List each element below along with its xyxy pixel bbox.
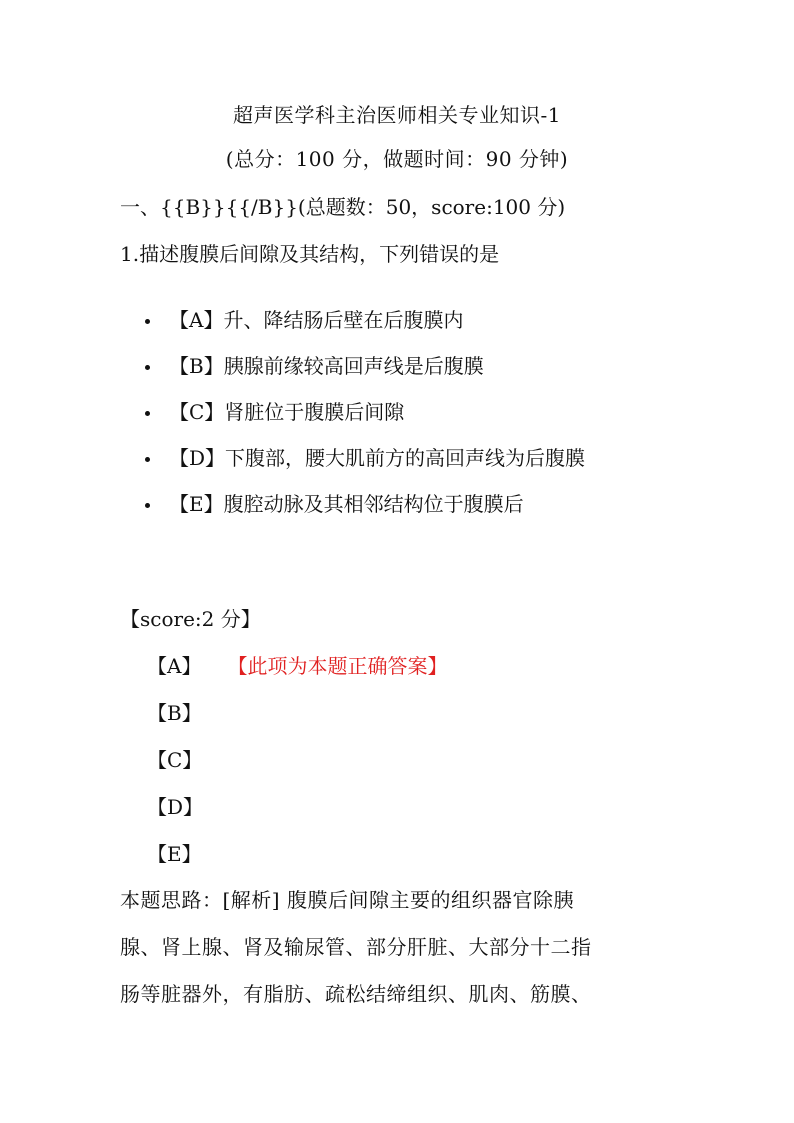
section-heading: 一、{{B}}{{/B}}(总题数：50，score:100 分) — [120, 195, 566, 219]
answer-label: 【C】 — [147, 748, 203, 772]
option-c — [145, 398, 585, 444]
answer-c — [147, 746, 447, 793]
option-e — [145, 490, 585, 536]
explanation-line: 本题思路：[解析] 腹膜后间隙主要的组织器官除胰 — [120, 888, 574, 912]
option-label: 【E】腹腔动脉及其相邻结构位于腹膜后 — [169, 492, 524, 516]
exam-info: (总分：100 分，做题时间：90 分钟) — [225, 147, 569, 171]
answer-label: 【B】 — [147, 701, 202, 725]
answer-b — [147, 699, 447, 746]
option-a — [145, 306, 585, 352]
bullet-icon — [145, 457, 150, 462]
option-d — [145, 444, 585, 490]
option-b — [145, 352, 585, 398]
bullet-icon — [145, 319, 150, 324]
correct-answer-note: 【此项为本题正确答案】 — [237, 654, 448, 678]
answer-d — [147, 793, 447, 840]
answer-list — [147, 652, 447, 887]
option-label: 【B】胰腺前缘较高回声线是后腹膜 — [169, 354, 484, 378]
explanation-line: 肠等脏器外，有脂肪、疏松结缔组织、肌肉、筋膜、 — [120, 982, 592, 1006]
page-title: 超声医学科主治医师相关专业知识-1 — [233, 103, 561, 127]
bullet-icon — [145, 411, 150, 416]
explanation-text — [120, 877, 680, 1018]
bullet-icon — [145, 365, 150, 370]
bullet-icon — [145, 503, 150, 508]
answer-label: 【E】 — [147, 842, 202, 866]
answer-a — [147, 652, 447, 699]
option-label: 【D】下腹部，腰大肌前方的高回声线为后腹膜 — [169, 446, 586, 470]
answer-label: 【A】 — [147, 654, 202, 678]
option-label: 【A】升、降结肠后壁在后腹膜内 — [169, 308, 464, 332]
option-label: 【C】肾脏位于腹膜后间隙 — [169, 400, 405, 424]
score-label: 【score:2 分】 — [120, 607, 261, 631]
question-text: 1.描述腹膜后间隙及其结构，下列错误的是 — [120, 242, 500, 266]
answer-label: 【D】 — [147, 795, 204, 819]
option-list — [145, 306, 585, 536]
explanation-line: 腺、肾上腺、肾及输尿管、部分肝脏、大部分十二指 — [120, 935, 592, 959]
